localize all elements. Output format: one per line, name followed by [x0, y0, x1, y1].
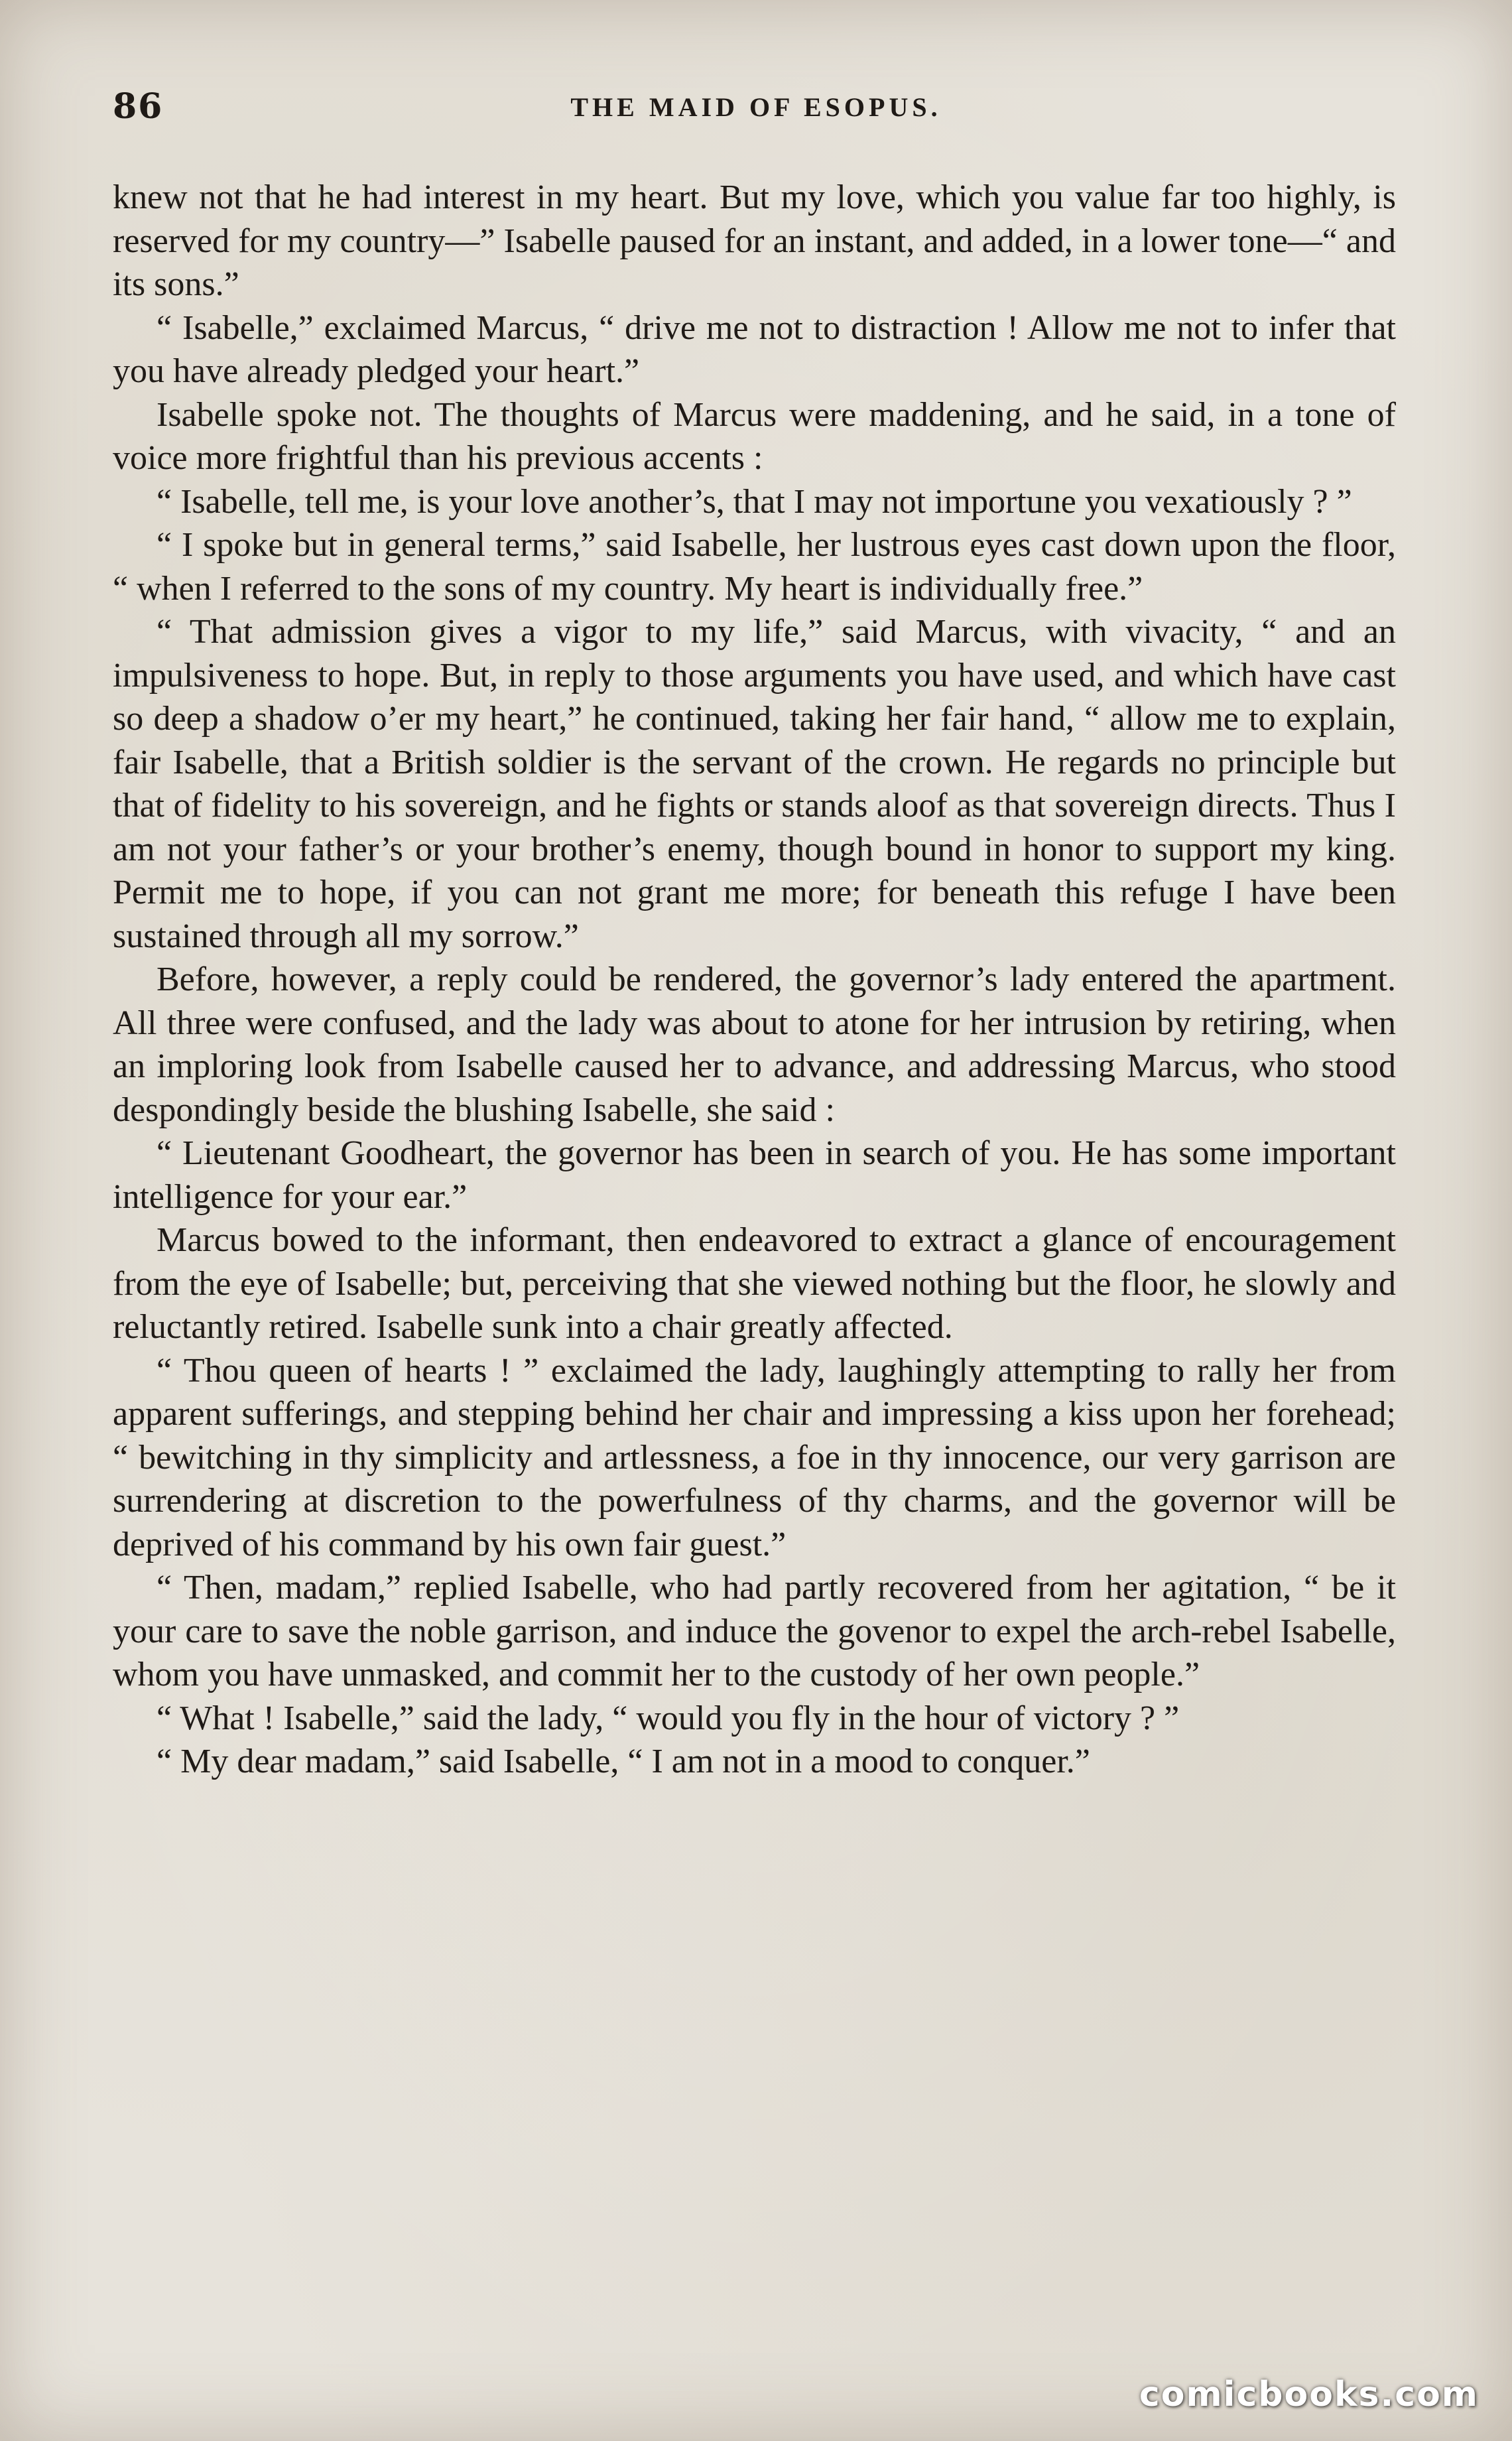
- page-header: [113, 80, 1399, 133]
- paragraph: Marcus bowed to the informant, then endeavored to extract a glance of encouragement from the eye of Isabelle; but, perceiving that she viewed nothing but the floor, he slowly and reluctantly retired. Isabelle sunk into a chair greatly affected.: [113, 1221, 1396, 1346]
- paragraph: “ My dear madam,” said Isabelle, “ I am not in a mood to conquer.”: [157, 1743, 1090, 1780]
- paragraph: “ Then, madam,” replied Isabelle, who had partly recovered from her agitation, “ be it your care to save the noble garrison, and induce the govenor to expel the arch-rebel Isabelle, whom you have unmasked, and commit her to the custody of her own people.”: [113, 1569, 1396, 1693]
- paragraph: “ Lieutenant Goodheart, the governor has been in search of you. He has some important intelligence for your ear.”: [113, 1134, 1396, 1216]
- paragraph: “ Thou queen of hearts ! ” exclaimed the lady, laughingly attempting to rally her from apparent sufferings, and stepping behind her chair and impressing a kiss upon her forehead; “ bewitching in thy simplicity and artlessness, a foe in thy innocence, our very garrison are surrendering at discretion to the powerfulness of thy charms, and the governor will be deprived of his command by his own fair guest.”: [113, 1351, 1396, 1563]
- paragraph: “ That admission gives a vigor to my life,” said Marcus, with vivacity, “ and an impulsiveness to hope. But, in reply to those arguments you have used, and which have cast so deep a shadow o’er my heart,” he continued, taking her fair hand, “ allow me to explain, fair Isabelle, that a British soldier is the servant of the crown. He regards no principle but that of fidelity to his sovereign, and he fights or stands aloof as that sovereign directs. Thus I am not your father’s or your brother’s enemy, though bound in honor to support my king. Permit me to hope, if you can not grant me more; for beneath this refuge I have been sustained through all my sorrow.”: [113, 613, 1396, 955]
- paragraph: “ Isabelle, tell me, is your love another’s, that I may not importune you vexatiously ? ”: [157, 482, 1352, 521]
- watermark: comicbooks.com: [1139, 2375, 1479, 2414]
- paragraph: Isabelle spoke not. The thoughts of Marcus were maddening, and he said, in a tone of voice more frightful than his previous accents :: [113, 395, 1396, 477]
- paragraph: knew not that he had interest in my heart. But my love, which you value far too highly, is reserved for my country—” Isabelle paused for an instant, and added, in a lower tone—“ and its sons.”: [113, 178, 1396, 303]
- paragraph: “ I spoke but in general terms,” said Isabelle, her lustrous eyes cast down upon the floor, “ when I referred to the sons of my country. My heart is individually free.”: [113, 526, 1396, 608]
- page-number: 86: [113, 86, 164, 127]
- paragraph: “ What ! Isabelle,” said the lady, “ would you fly in the hour of victory ? ”: [157, 1699, 1180, 1737]
- paragraph: Before, however, a reply could be rendered, the governor’s lady entered the apartment. All three were confused, and the lady was about to atone for her intrusion by retiring, when an imploring look from Isabelle caused her to advance, and addressing Marcus, who stood despondingly beside the blushing Isabelle, she said :: [113, 960, 1396, 1129]
- running-head: THE MAID OF ESOPUS.: [570, 92, 942, 122]
- paragraph: “ Isabelle,” exclaimed Marcus, “ drive me not to distraction ! Allow me not to infer that you have already pledged your heart.”: [113, 308, 1396, 390]
- text-body: [113, 176, 1396, 1784]
